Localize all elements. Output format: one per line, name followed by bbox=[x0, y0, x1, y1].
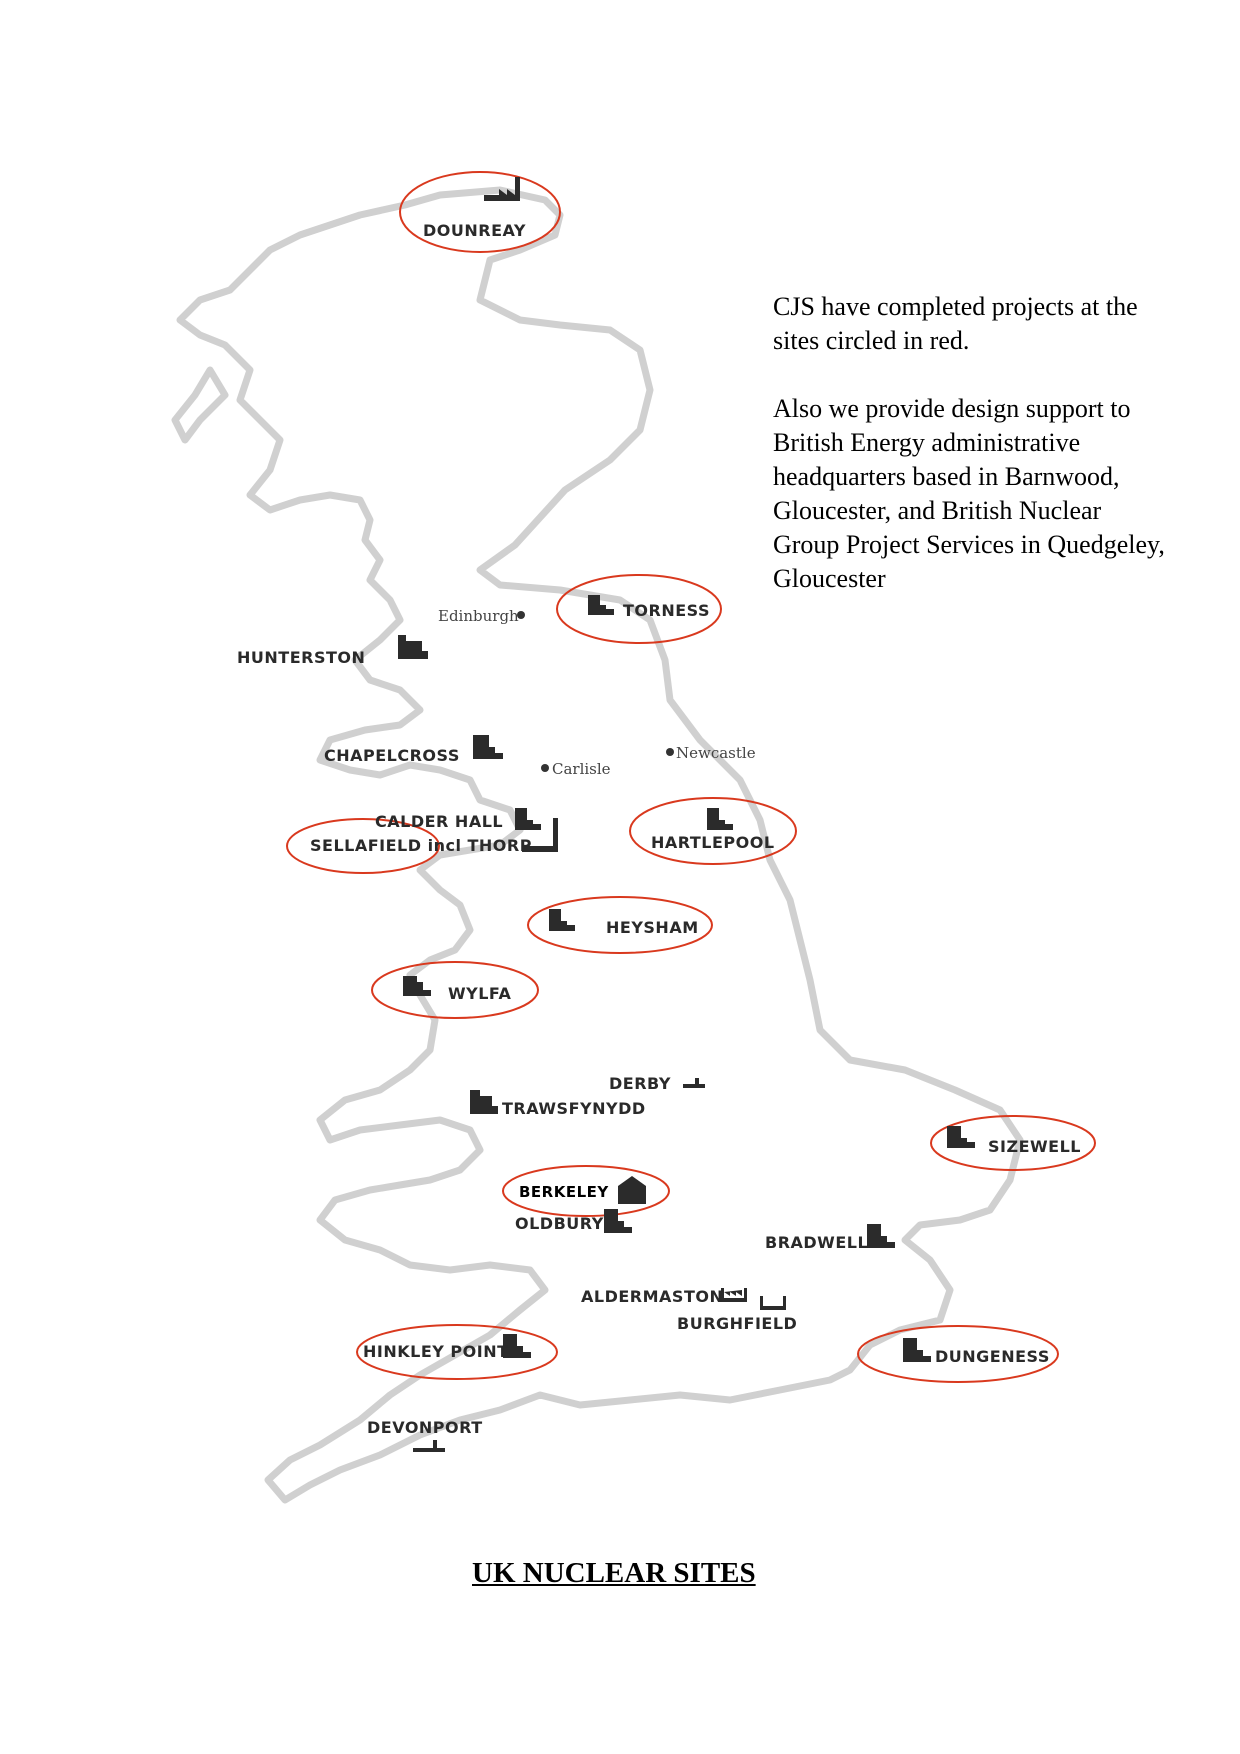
reactor-icon-berkeley bbox=[618, 1176, 646, 1204]
site-label-wylfa: WYLFA bbox=[448, 984, 512, 1003]
site-label-hartlepool: HARTLEPOOL bbox=[651, 833, 775, 852]
reactor-icon-trawsfynydd bbox=[470, 1090, 498, 1114]
reactor-icon-chapelcross bbox=[473, 735, 503, 759]
site-label-hunterston: HUNTERSTON bbox=[237, 648, 366, 667]
site-label-chapelcross: CHAPELCROSS bbox=[324, 746, 460, 765]
town-dot-carlisle bbox=[541, 764, 549, 772]
reactor-icon-bradwell bbox=[867, 1224, 895, 1248]
site-label-torness: TORNESS bbox=[623, 601, 710, 620]
site-label-aldermaston: ALDERMASTON bbox=[581, 1287, 724, 1306]
reactor-icon-sizewell bbox=[947, 1126, 975, 1148]
site-label-hinkley-point: HINKLEY POINT bbox=[363, 1342, 509, 1361]
circle-hartlepool bbox=[630, 798, 796, 864]
reactor-icon-heysham bbox=[549, 909, 575, 931]
site-label-berkeley: BERKELEY bbox=[519, 1183, 609, 1201]
reactor-icon-wylfa bbox=[403, 976, 431, 996]
factory-icon-burghfield bbox=[760, 1296, 786, 1310]
site-label-derby: DERBY bbox=[609, 1074, 671, 1093]
hebrides-outline bbox=[175, 370, 225, 440]
site-label-heysham: HEYSHAM bbox=[606, 918, 699, 937]
site-label-dungeness: DUNGENESS bbox=[935, 1347, 1050, 1366]
site-label-sellafield: SELLAFIELD incl THORP bbox=[310, 836, 532, 855]
reactor-icon-calder-hall bbox=[515, 808, 541, 830]
site-label-sizewell: SIZEWELL bbox=[988, 1137, 1081, 1156]
site-label-dounreay: DOUNREAY bbox=[423, 221, 526, 240]
site-label-calder-hall: CALDER HALL bbox=[375, 812, 504, 831]
reactor-icon-hartlepool bbox=[707, 808, 733, 830]
town-dot-newcastle bbox=[666, 748, 674, 756]
factory-icon-aldermaston bbox=[721, 1288, 747, 1302]
site-label-bradwell: BRADWELL bbox=[765, 1233, 869, 1252]
town-label-newcastle: Newcastle bbox=[676, 744, 756, 762]
site-label-oldbury: OLDBURY bbox=[515, 1214, 604, 1233]
info-paragraph-1: CJS have completed projects at the sites circled in red. bbox=[773, 292, 1138, 355]
circle-dounreay bbox=[400, 172, 560, 252]
info-paragraph-2: Also we provide design support to British Energy administrative headquarters based in Barnwood, Gloucester, and British Nuclear Group Project Services in Quedgeley, Gloucester bbox=[773, 394, 1165, 593]
submarine-icon-derby bbox=[683, 1078, 705, 1088]
info-text-block bbox=[773, 290, 1173, 630]
site-label-devonport: DEVONPORT bbox=[367, 1418, 483, 1437]
submarine-icon-devonport bbox=[413, 1440, 445, 1452]
town-label-carlisle: Carlisle bbox=[552, 760, 611, 778]
town-label-edinburgh: Edinburgh bbox=[438, 607, 519, 625]
site-label-trawsfynydd: TRAWSFYNYDD bbox=[502, 1099, 646, 1118]
reactor-icon-hunterston bbox=[398, 635, 428, 659]
site-label-burghfield: BURGHFIELD bbox=[677, 1314, 798, 1333]
page-title: UK NUCLEAR SITES bbox=[472, 1557, 756, 1589]
reactor-icon-dungeness bbox=[903, 1338, 931, 1362]
